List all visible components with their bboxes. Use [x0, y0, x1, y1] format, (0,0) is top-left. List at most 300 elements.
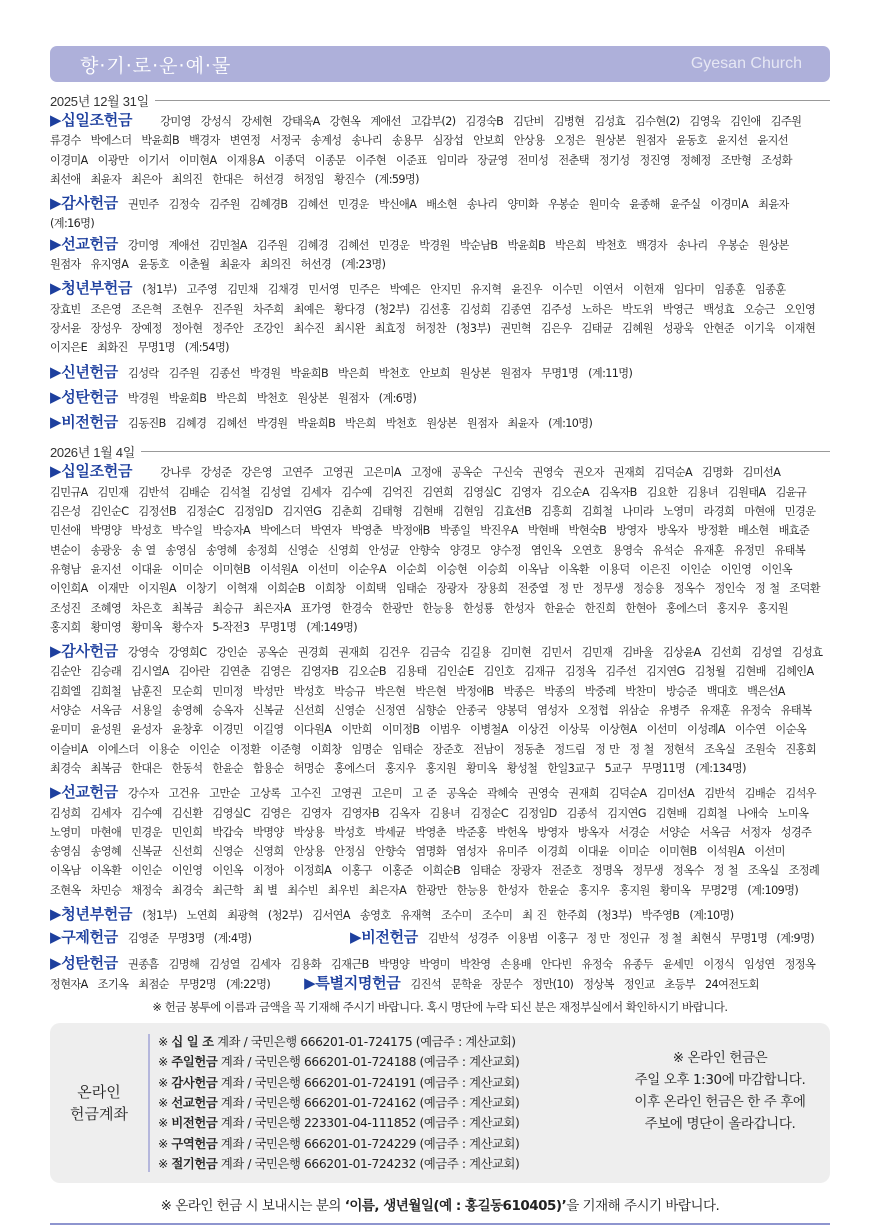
donor-name: 백은선A	[747, 684, 785, 698]
donor-name: 이미순	[618, 845, 649, 859]
donor-name: 김성희	[50, 806, 81, 820]
donor-name: 무명1명	[730, 932, 768, 946]
donor-name: 김세자	[249, 957, 281, 971]
donor-name: 이연서	[592, 283, 624, 297]
donor-name: 민경운	[378, 238, 410, 252]
donor-name: 김바울	[622, 646, 653, 660]
banner-title: 향·기·로·운·예·물	[80, 54, 232, 77]
donor-name: 박영미	[419, 957, 450, 971]
donor-name: 정 철	[629, 742, 654, 756]
donor-name: 최점순	[138, 977, 169, 991]
donor-name: 양미화	[507, 198, 539, 212]
donor-name: 박영춘	[415, 825, 446, 839]
donor-total: (계:4명)	[213, 932, 252, 946]
donor-name: 강미영	[160, 115, 191, 128]
donor-name: 김성희	[459, 302, 491, 316]
donor-name: 김반석	[428, 932, 459, 946]
donor-name: 김명화	[702, 466, 733, 480]
donor-name: 원점자	[500, 366, 532, 380]
donor-name: 정 만	[558, 582, 583, 596]
donor-name: 김은우	[540, 321, 572, 335]
donor-name: 김윤규	[775, 485, 807, 499]
week2-relief	[50, 928, 350, 948]
donor-name: 권민혁	[500, 321, 531, 335]
donor-name: 이옥환	[90, 864, 122, 878]
donor-name: 이준형	[270, 742, 301, 756]
donor-total: (계:134명)	[695, 761, 746, 775]
donor-name: 임미라	[436, 153, 468, 167]
donor-name: 이홍구	[341, 864, 372, 878]
donor-name: 강영숙	[128, 646, 159, 660]
donor-name: 조덕환	[789, 582, 821, 596]
donor-name: 이경미A	[50, 153, 88, 167]
donor-name: 손용배	[500, 957, 532, 971]
donor-name: 김상윤A	[662, 646, 701, 660]
donor-name: 공옥순	[451, 466, 483, 480]
donor-name: 이홍준	[381, 864, 413, 878]
donor-name: 한진희	[584, 601, 616, 615]
donor-name: 서양순	[50, 704, 81, 718]
header-banner	[50, 46, 830, 82]
week2-vision	[350, 928, 830, 948]
donor-name: 김원태A	[727, 485, 766, 499]
donor-name: 박승규	[334, 684, 365, 698]
donor-name: 박에스더	[90, 134, 132, 148]
donor-name: 최복금	[171, 601, 203, 615]
donor-name: 이지원A	[138, 582, 176, 596]
youth-group-label: (청3부)	[455, 321, 491, 335]
donor-name: 김청월	[694, 665, 726, 679]
donor-name: 허정찬	[415, 321, 446, 335]
donor-name: 이재만	[97, 582, 129, 596]
donor-name: 박성호	[293, 684, 325, 698]
donor-name: 박상용	[293, 825, 325, 839]
donor-name: 안정심	[334, 845, 365, 859]
donor-name: 한능용	[456, 883, 488, 897]
donor-name: 최화진	[97, 341, 128, 355]
donor-name: 박윤희B	[290, 366, 329, 380]
donor-name: 권오자	[573, 466, 604, 480]
donor-name: 박경원	[419, 238, 450, 252]
donor-name: 배소현	[426, 198, 457, 212]
donor-name: 신정연	[374, 704, 406, 718]
donor-name: 박찬미	[625, 684, 657, 698]
donor-name: 김용화	[290, 957, 321, 971]
donor-name: 이희창	[310, 742, 342, 756]
week2-christmas-special	[50, 954, 830, 995]
donor-name: 한일3교구	[547, 761, 595, 775]
donor-name: 김수현(2)	[634, 115, 680, 128]
donor-name: 홍지원	[619, 883, 650, 897]
donor-name: 안성균	[368, 543, 400, 557]
offering-category-heading: ▶구제헌금	[50, 928, 118, 947]
donor-name: 박윤희B	[168, 391, 207, 405]
donor-name: 원점자	[635, 134, 667, 148]
donor-name: 무명1명	[137, 341, 175, 355]
donor-name: 이용순	[148, 742, 180, 756]
donor-name: 김지연G	[607, 806, 646, 820]
donor-name: 김효선B	[493, 505, 532, 519]
donor-name: 김현배	[412, 505, 443, 519]
donor-name: 성경주	[780, 825, 812, 839]
donor-name: 황다경	[334, 302, 365, 316]
donor-name: 홍지원	[425, 761, 457, 775]
donor-name: 전준호	[551, 864, 582, 878]
donor-name: 강영희C	[168, 646, 207, 660]
donor-name: 마현애	[90, 825, 122, 839]
donor-name: 이종문	[314, 153, 346, 167]
donor-name: 고영권	[322, 466, 354, 480]
donor-name: 마현애	[744, 505, 775, 519]
divider-line	[141, 451, 830, 452]
donor-name: 김인호	[483, 665, 515, 679]
offering-category-heading: ▶청년부헌금	[50, 904, 133, 923]
donor-name: 유병주	[658, 704, 690, 718]
donor-name: 장예정	[131, 321, 162, 335]
offering-page	[50, 46, 830, 1225]
donor-name: 김길용	[459, 646, 491, 660]
donor-name: 김주원	[770, 115, 802, 128]
donor-name: 원상본	[426, 417, 457, 431]
donor-name: 장균영	[477, 153, 508, 167]
donor-name: 박경원	[128, 391, 159, 405]
donor-name: 최의진	[171, 172, 203, 186]
donor-name: 김주원	[168, 366, 200, 380]
donor-name: 김석우	[785, 787, 816, 801]
donor-name: 노연희	[186, 908, 218, 922]
donor-total: (계:23명)	[341, 258, 386, 272]
week2-youth	[50, 905, 830, 925]
donor-name: 염인옥	[530, 543, 562, 557]
donor-name: 홍지원	[757, 601, 788, 615]
donor-name: 원점자	[466, 417, 498, 431]
donor-name: 신선희	[293, 704, 325, 718]
donor-name: 정 철	[755, 582, 780, 596]
donor-total: (계:10명)	[689, 908, 734, 922]
donor-name: 이준표	[395, 153, 427, 167]
donor-name: 고건유	[168, 787, 200, 801]
donor-name: 임태순	[395, 582, 427, 596]
donor-name: 김덕순A	[654, 466, 693, 480]
donor-name: 황미옥	[659, 883, 691, 897]
donor-name: 김희엘	[50, 684, 81, 698]
donor-name: 이홍구	[546, 932, 578, 946]
donor-name: 김순안	[50, 665, 81, 679]
donor-name: 정상복	[583, 977, 614, 991]
donor-name: 이희순B	[422, 864, 461, 878]
donor-name: 이지은E	[50, 341, 88, 355]
donor-name: 조은혁	[131, 302, 162, 316]
donor-total: (계:54명)	[184, 341, 229, 355]
week2-tithe	[50, 462, 830, 637]
donor-name: 이기욱	[743, 321, 775, 335]
donor-name: 임태순	[392, 742, 423, 756]
donor-name: 유재훈	[699, 704, 731, 718]
donor-name: 김혜경	[297, 238, 329, 252]
donor-name: 정무생	[592, 582, 624, 596]
donor-name: 박중례	[584, 684, 616, 698]
donor-name: 이석원A	[706, 845, 745, 859]
donor-name: 이수연	[734, 723, 766, 737]
donor-name: 권재희	[338, 646, 369, 660]
donor-name: 김영준	[128, 932, 159, 946]
donor-name: 김민규A	[50, 485, 88, 499]
donor-name: 한윤순	[544, 601, 575, 615]
offering-category-heading: ▶성탄헌금	[50, 953, 118, 972]
date-label: 2025년 12월 31일	[50, 93, 149, 109]
donor-name: 무명3명	[167, 932, 205, 946]
donor-name: 조수미	[481, 908, 513, 922]
week2-mission	[50, 783, 830, 900]
donor-name: 계애선	[168, 238, 200, 252]
donor-name: 성경주	[467, 932, 499, 946]
donor-name: 김종선	[209, 366, 240, 380]
youth-group-label: (청2부)	[374, 302, 410, 316]
donor-name: 송영심	[165, 543, 197, 557]
donor-name: 정 만	[586, 932, 610, 946]
donor-name: 한성룡	[463, 601, 494, 615]
donor-name: 이인순	[680, 562, 711, 576]
donor-name: 무명2명	[700, 883, 738, 897]
donor-name: 이대윤	[577, 845, 609, 859]
donor-name: 강성식	[200, 115, 232, 128]
donor-name: 곽혜숙	[487, 787, 518, 801]
donor-name: 최윤자	[219, 258, 251, 272]
donor-name: 김동진B	[128, 417, 166, 431]
donor-name: 김건우	[378, 646, 410, 660]
donor-name: 이미정B	[381, 723, 420, 737]
donor-name: 한광만	[416, 883, 447, 897]
donor-name: 최윤자	[90, 172, 122, 186]
donor-name: 노미옥	[777, 806, 809, 820]
donor-name: 고갑부(2)	[410, 115, 456, 128]
donor-name: 최윤자	[758, 198, 789, 212]
week1-thanks	[50, 194, 830, 234]
donor-name: 정 철	[713, 864, 739, 878]
donor-name: 김희철	[696, 806, 728, 820]
donor-name: 이순옥	[775, 723, 807, 737]
youth-group-label: (청1부)	[142, 908, 177, 922]
donor-name: 강나루	[160, 466, 191, 480]
donor-name: 김석철	[219, 485, 251, 499]
donor-name: 신영순	[287, 543, 318, 557]
donor-name: 박신애A	[378, 198, 417, 212]
donor-name: 김주원	[209, 198, 240, 212]
donor-name: 최복금	[90, 761, 122, 775]
donor-name: 김주성	[540, 302, 572, 316]
donor-name: 이희순B	[267, 582, 305, 596]
appended-section	[304, 973, 765, 992]
donor-name: 노영미	[663, 505, 694, 519]
donor-name: 류경수	[50, 134, 81, 148]
donor-name: 김정옥	[564, 665, 596, 679]
donor-name: 우봉순	[717, 238, 749, 252]
donor-name: 함용순	[252, 761, 284, 775]
donor-name: 이재현	[784, 321, 816, 335]
donor-name: 박찬영	[459, 957, 491, 971]
donor-name: 이수민	[551, 283, 583, 297]
donor-name: 오승근	[743, 302, 775, 316]
donor-name: 전춘택	[558, 153, 589, 167]
donor-name: 박성호	[334, 825, 365, 839]
donor-name: 정무생	[632, 864, 664, 878]
donor-name: 이정아	[252, 864, 284, 878]
donor-name: 유정숙	[740, 704, 771, 718]
donor-name: 안보희	[473, 134, 504, 148]
donor-name: 김영자	[510, 485, 542, 499]
donor-name: 김배순	[744, 787, 776, 801]
donor-name: 김희철	[581, 505, 613, 519]
donor-total: (계:59명)	[374, 172, 419, 186]
donor-name: 신영희	[327, 543, 359, 557]
donor-name: 장용희	[477, 582, 508, 596]
donor-name: 최의진	[260, 258, 291, 272]
week1-tithe	[50, 111, 830, 189]
donor-name: 이범우	[429, 723, 461, 737]
donor-name: 한광만	[381, 601, 413, 615]
donor-name: 한대은	[131, 761, 162, 775]
donor-name: 진주원	[212, 302, 243, 316]
donor-name: 오연호	[571, 543, 603, 557]
donor-name: 박현배	[527, 524, 559, 538]
donor-name: 방영자	[537, 825, 568, 839]
donor-name: 김인애	[730, 115, 761, 128]
account-item: ※ 십 일 조 계좌 / 국민은행 666201-01-724175 (예금주 : 계산교회)	[158, 1034, 516, 1049]
donor-total: (계:109명)	[747, 883, 799, 897]
donor-name: 라경희	[703, 505, 735, 519]
donor-name: 최경숙	[50, 761, 81, 775]
donor-name: 홍지우	[716, 601, 748, 615]
donor-name: 한성자	[497, 883, 528, 897]
donor-name: 방영자	[616, 524, 647, 538]
donor-name: 양봉덕	[496, 704, 528, 718]
donor-name: 고정애	[410, 466, 442, 480]
donor-name: 방옥자	[577, 825, 609, 839]
donor-name: 최수빈	[287, 883, 318, 897]
donor-name: 원상본	[459, 366, 491, 380]
donor-name: 조혜영	[90, 601, 122, 615]
donor-name: 이인순	[131, 864, 162, 878]
donor-name: 조현옥	[50, 883, 81, 897]
donor-name: 최우빈	[327, 883, 359, 897]
donor-name: 김수예	[341, 485, 372, 499]
donor-total: (계:6명)	[378, 391, 417, 405]
donor-name: 홍에스더	[334, 761, 375, 775]
donor-name: 박은희	[338, 366, 369, 380]
donor-name: 한동석	[171, 761, 203, 775]
donor-name: 이인옥	[212, 864, 243, 878]
donor-name: 고은미A	[363, 466, 401, 480]
donor-name: 박천호	[385, 417, 417, 431]
donor-name: 정진영	[639, 153, 671, 167]
donor-name: 민경운	[338, 198, 369, 212]
donor-name: 이경민	[212, 723, 243, 737]
donor-name: 고연주	[281, 466, 313, 480]
donor-name: 서옥금	[90, 704, 122, 718]
donor-name: 원점자	[338, 391, 369, 405]
donor-name: 전남이	[473, 742, 504, 756]
donor-name: 조은영	[90, 302, 122, 316]
donor-name: 조수미	[441, 908, 472, 922]
donor-name: 이주현	[355, 153, 386, 167]
donor-name: 김혜경	[175, 417, 207, 431]
donor-name: 이옥남	[517, 562, 549, 576]
donor-name: 노영미	[50, 825, 81, 839]
donor-name: 김혜선	[338, 238, 369, 252]
donor-name: 최승규	[212, 601, 243, 615]
donor-name: 이용범	[507, 932, 538, 946]
donor-name: 공옥순	[257, 646, 288, 660]
donor-name: 무명1명	[259, 620, 297, 634]
donor-total: (계:16명)	[50, 217, 95, 231]
donor-name: 김주선	[605, 665, 637, 679]
donor-name: 김민채	[227, 283, 258, 297]
donor-name: 윤진우	[511, 283, 542, 297]
donor-name: 조정례	[788, 864, 820, 878]
donor-name: 김현임	[452, 505, 484, 519]
donor-name: 김민철A	[209, 238, 247, 252]
donor-name: 박종은	[503, 684, 535, 698]
donor-name: 박예은	[389, 283, 421, 297]
donor-name: 김인순E	[436, 665, 474, 679]
donor-name: 임태순	[470, 864, 501, 878]
donor-name: 정드림	[554, 742, 586, 756]
donor-name: 5-작전3	[212, 620, 250, 634]
donor-name: 윤동호	[676, 134, 707, 148]
donor-name: 윤미미	[50, 723, 81, 737]
donor-name: 김태형	[371, 505, 403, 519]
donor-name: 한윤순	[537, 883, 569, 897]
donor-name: 백경자	[636, 238, 667, 252]
donor-name: 정 철	[658, 932, 682, 946]
donor-name: 이인영	[171, 864, 203, 878]
week1-mission	[50, 235, 830, 275]
donor-name: 계애선	[370, 115, 401, 128]
donor-name: 김선희	[710, 646, 742, 660]
donor-name: 김지연G	[282, 505, 322, 519]
donor-name: 황진수	[334, 172, 365, 186]
donor-name: 이정식	[703, 957, 735, 971]
donor-name: 김용태	[395, 665, 427, 679]
donor-name: 최수진	[293, 321, 325, 335]
donor-name: 윤지선	[757, 134, 789, 148]
donor-name: 이경희	[537, 845, 568, 859]
donor-name: 권경희	[297, 646, 329, 660]
week1-newyear	[50, 363, 830, 383]
donor-name: 김현배	[655, 806, 687, 820]
donor-name: 나미라	[622, 505, 654, 519]
donor-name: 권종흠	[128, 957, 159, 971]
donor-name: 유재훈	[693, 543, 724, 557]
donor-name: 김세자	[90, 806, 122, 820]
donor-name: 민경운	[784, 505, 816, 519]
donor-name: 강세현	[241, 115, 272, 128]
offering-category-heading: ▶특별지명헌금	[304, 973, 401, 992]
donor-name: 이대윤	[131, 562, 162, 576]
account-item: ※ 비전헌금 계좌 / 국민은행 223301-04-111852 (예금주 : 계산교회)	[158, 1116, 520, 1131]
offering-category-heading: ▶선교헌금	[50, 783, 118, 802]
donor-name: 김영실C	[212, 806, 251, 820]
donor-name: 황미영	[90, 620, 122, 634]
donor-name: 심장섭	[432, 134, 464, 148]
donor-name: 한성자	[503, 601, 535, 615]
donor-name: 박천호	[256, 391, 288, 405]
donor-name: 민경운	[131, 825, 162, 839]
donor-name: 박연자	[310, 524, 342, 538]
donor-name: 무명1명	[541, 366, 579, 380]
donor-name: 이인옥	[761, 562, 792, 576]
donor-name: 고은미	[371, 787, 403, 801]
